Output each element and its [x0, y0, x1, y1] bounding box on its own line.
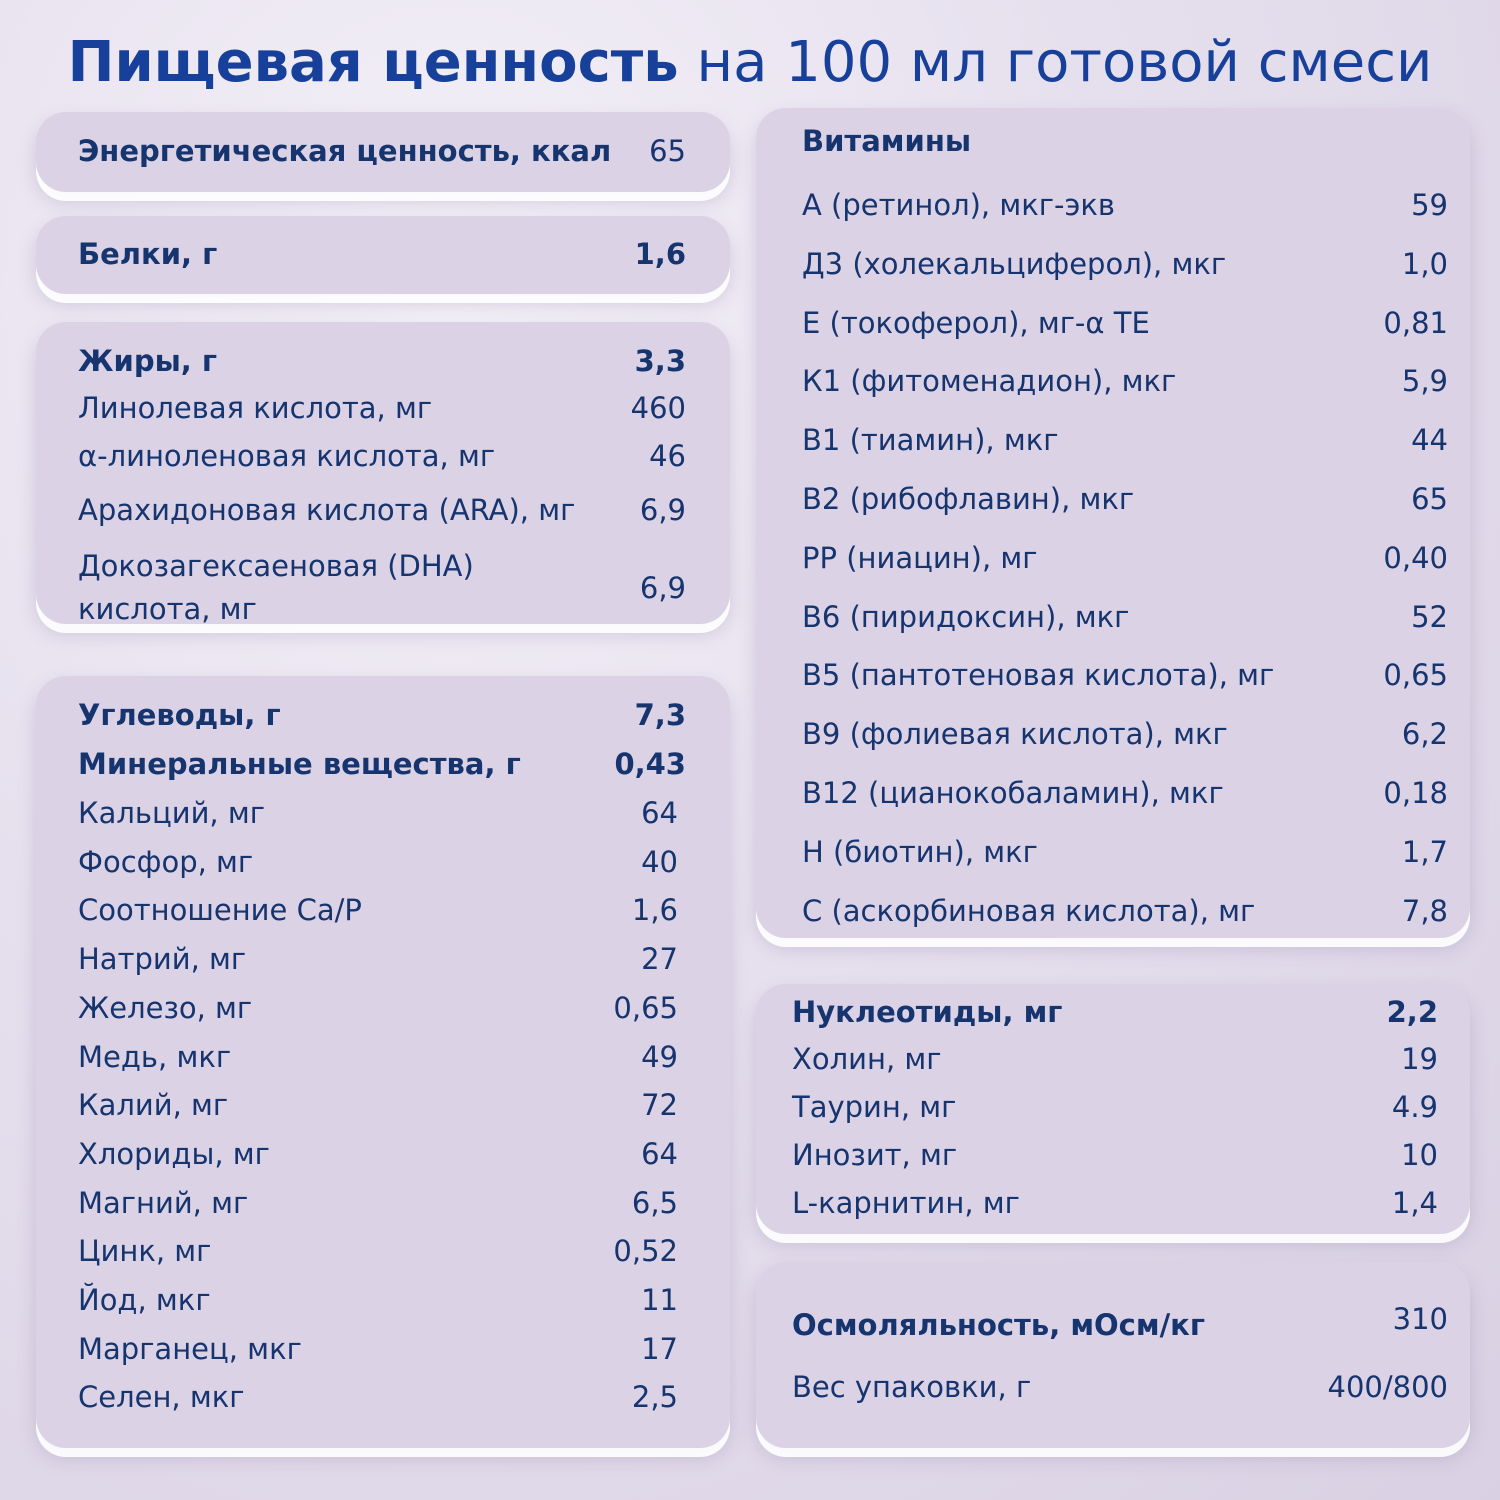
item-value: 1,6 [631, 893, 678, 928]
list-item [802, 774, 1448, 812]
list-item [78, 989, 678, 1027]
list-item [802, 421, 1448, 459]
list-item [78, 1135, 678, 1173]
minerals-value: 0,43 [614, 747, 686, 781]
protein-row [78, 235, 686, 273]
list-item [78, 1232, 678, 1270]
item-value: 7,8 [1401, 893, 1448, 928]
item-label: Магний, мг [78, 1185, 249, 1220]
item-label: Н (биотин), мкг [802, 834, 1038, 869]
item-label: Д3 (холекальциферол), мкг [802, 246, 1227, 281]
title-rest: на 100 мл готовой смеси [678, 30, 1433, 95]
item-value: 59 [1411, 188, 1448, 222]
item-label: С (аскорбиновая кислота), мг [802, 893, 1256, 928]
fats-item-label: Арахидоновая кислота (ARA), мг [78, 493, 576, 527]
item-label: К1 (фитоменадион), мкг [802, 364, 1177, 399]
nucleotides-row [792, 993, 1438, 1031]
list-item [802, 892, 1448, 930]
osmolality-label: Осмоляльность, мОсм/кг [792, 1308, 1205, 1342]
item-label: В5 (пантотеновая кислота), мг [802, 658, 1275, 693]
item-label: Фосфор, мг [78, 844, 254, 879]
item-value: 1,0 [1401, 246, 1448, 281]
dha-value: 6,9 [639, 571, 686, 605]
item-value: 44 [1411, 423, 1448, 458]
item-label: Холин, мг [792, 1042, 942, 1076]
item-value: 0,52 [613, 1234, 678, 1269]
fats-item-value: 46 [649, 439, 686, 473]
fats-item-row [78, 389, 686, 427]
list-item [792, 1136, 1438, 1174]
item-value: 1,4 [1391, 1186, 1438, 1220]
item-label: Калий, мг [78, 1088, 229, 1123]
fats-item-value: 6,9 [639, 493, 686, 527]
item-value: 1,7 [1401, 834, 1448, 869]
title-bold: Пищевая ценность [67, 30, 679, 95]
item-label: В6 (пиридоксин), мкг [802, 599, 1130, 634]
item-value: 65 [1411, 482, 1448, 516]
list-item [78, 794, 678, 832]
item-value: 40 [641, 844, 678, 879]
item-value: 6,5 [631, 1185, 678, 1220]
item-value: 0,65 [1383, 658, 1448, 693]
list-item [802, 480, 1448, 518]
vitamins-card [756, 108, 1470, 938]
item-label: Железо, мг [78, 990, 253, 1025]
item-label: Соотношение Са/Р [78, 893, 362, 928]
item-label: В12 (цианокобаламин), мкг [802, 776, 1224, 810]
carbs-label: Углеводы, г [78, 698, 281, 732]
item-label: Хлориды, мг [78, 1136, 270, 1171]
item-value: 27 [641, 942, 678, 977]
fats-card [36, 322, 730, 624]
list-item [802, 304, 1448, 342]
dha-row [78, 543, 686, 633]
item-label: В9 (фолиевая кислота), мкг [802, 717, 1228, 752]
list-item [802, 186, 1448, 224]
protein-label: Белки, г [78, 237, 218, 271]
dha-line2: кислота, мг [78, 592, 257, 626]
energy-value: 65 [649, 134, 686, 168]
list-item [78, 940, 678, 978]
item-value: 64 [641, 796, 678, 830]
list-item [792, 1088, 1438, 1126]
item-value: 2,5 [631, 1380, 678, 1415]
item-label: Медь, мкг [78, 1039, 232, 1074]
energy-label: Энергетическая ценность, ккал [78, 134, 612, 168]
list-item [78, 1184, 678, 1222]
list-item [78, 1330, 678, 1368]
item-value: 11 [641, 1283, 678, 1317]
item-value: 0,40 [1383, 540, 1448, 575]
minerals-label: Минеральные вещества, г [78, 747, 521, 781]
item-value: 17 [641, 1331, 678, 1366]
list-item [78, 1038, 678, 1076]
list-item [802, 539, 1448, 577]
osmolality-value: 310 [1392, 1302, 1448, 1336]
fats-item-row [78, 491, 686, 529]
item-value: 0,65 [613, 990, 678, 1025]
list-item [802, 833, 1448, 871]
item-label: L-карнитин, мг [792, 1186, 1020, 1220]
dha-line1: Докозагексаеновая (DHA) [78, 549, 474, 583]
list-item [78, 1378, 678, 1416]
carbs-value: 7,3 [634, 698, 686, 732]
vitamins-label: Витамины [802, 124, 972, 158]
list-item [78, 843, 678, 881]
item-value: 6,2 [1401, 717, 1448, 752]
page-title [0, 28, 1500, 98]
minerals-row [78, 745, 686, 783]
list-item [78, 1281, 678, 1319]
list-item [802, 715, 1448, 753]
fats-item-row [78, 437, 686, 475]
fats-item-label: Линолевая кислота, мг [78, 391, 433, 425]
item-value: 4.9 [1391, 1090, 1438, 1124]
item-label: Цинк, мг [78, 1234, 212, 1269]
list-item [792, 1040, 1438, 1078]
item-label: Натрий, мг [78, 942, 247, 977]
item-label: Таурин, мг [792, 1090, 957, 1124]
weight-label: Вес упаковки, г [792, 1370, 1032, 1404]
item-label: Марганец, мкг [78, 1331, 302, 1366]
item-label: Кальций, мг [78, 796, 265, 830]
item-value: 52 [1411, 599, 1448, 634]
fats-row [78, 342, 686, 380]
item-label: В1 (тиамин), мкг [802, 423, 1059, 458]
list-item [802, 656, 1448, 694]
list-item [802, 598, 1448, 636]
nucleotides-label: Нуклеотиды, мг [792, 995, 1063, 1029]
item-value: 10 [1401, 1138, 1438, 1172]
item-value: 5,9 [1401, 364, 1448, 399]
protein-value: 1,6 [634, 237, 686, 271]
item-label: Селен, мкг [78, 1380, 245, 1415]
item-label: РР (ниацин), мг [802, 540, 1038, 575]
protein-card [36, 216, 730, 294]
weight-row [792, 1368, 1448, 1406]
carbs-card [36, 676, 730, 1448]
fats-item-label: α-линоленовая кислота, мг [78, 439, 496, 473]
list-item [792, 1184, 1438, 1222]
dha-label [78, 545, 474, 631]
item-value: 19 [1401, 1042, 1438, 1076]
fats-label: Жиры, г [78, 344, 218, 378]
item-value: 49 [641, 1039, 678, 1074]
item-value: 0,81 [1383, 305, 1448, 340]
nucleotides-card [756, 984, 1470, 1234]
weight-value: 400/800 [1327, 1370, 1448, 1404]
list-item [802, 362, 1448, 400]
energy-row [78, 132, 686, 170]
item-value: 0,18 [1383, 776, 1448, 810]
nucleotides-value: 2,2 [1386, 995, 1438, 1029]
list-item [78, 891, 678, 929]
list-item [78, 1086, 678, 1124]
osmolality-card [756, 1262, 1470, 1448]
list-item [802, 245, 1448, 283]
item-label: Йод, мкг [78, 1283, 211, 1317]
item-label: Е (токоферол), мг-α ТЕ [802, 305, 1150, 340]
fats-value: 3,3 [634, 344, 686, 378]
item-value: 64 [641, 1136, 678, 1171]
item-label: В2 (рибофлавин), мкг [802, 482, 1135, 516]
item-label: А (ретинол), мкг-экв [802, 188, 1115, 222]
item-value: 72 [641, 1088, 678, 1123]
fats-item-value: 460 [630, 391, 686, 425]
energy-card [36, 112, 730, 192]
osmolality-row [792, 1302, 1448, 1344]
carbs-row [78, 696, 686, 734]
item-label: Инозит, мг [792, 1138, 958, 1172]
